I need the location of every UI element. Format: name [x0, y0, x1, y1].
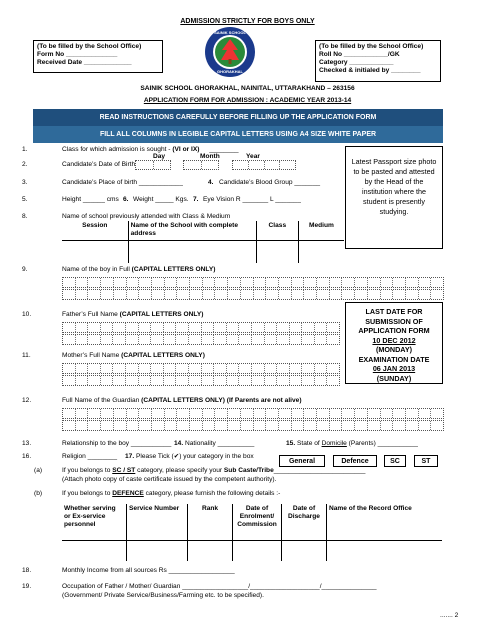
office-box-right-line1: (To be filled by the School Office) [319, 43, 424, 50]
father-name-row2[interactable] [62, 334, 340, 345]
col-serving: Whether serving or Ex-service personnel [62, 504, 127, 541]
father-name-row1[interactable] [62, 322, 340, 333]
col-rank: Rank [188, 504, 233, 541]
q5-number: 5. [22, 196, 28, 203]
school-name: SAINIK SCHOOL GHORAKHAL, NAINITAL, UTTARAKHAND – 263156 [140, 85, 355, 92]
q11-row [62, 352, 205, 360]
q12-caps-note: (CAPITAL LETTERS ONLY) (If Parents are not alive) [141, 397, 302, 404]
q10-label: Father’s Full Name [62, 311, 120, 318]
q17-label: Please Tick (✔) your category in the box [136, 453, 254, 460]
page-continuation: ....... 2 [440, 612, 459, 619]
qa-text2: category, please specify your [135, 467, 224, 474]
exam-date-day: (SUNDAY) [376, 373, 412, 383]
q4-number: 4. [208, 179, 214, 186]
col-session: Session [62, 221, 128, 241]
dob-day-header: Day [153, 153, 166, 160]
q3-number: 3. [22, 179, 28, 186]
table-row[interactable] [62, 241, 344, 264]
q10-row [62, 311, 203, 319]
q1-label: Class for which admission is sought - [62, 146, 173, 153]
domicile-field[interactable] [297, 440, 418, 448]
q9-caps-note: (CAPITAL LETTERS ONLY) [131, 266, 216, 273]
school-logo [204, 26, 256, 78]
last-date-day: (MONDAY) [375, 345, 413, 354]
exam-date-value: 06 JAN 2013 [372, 364, 416, 373]
office-box-left [33, 40, 163, 73]
category-st-box[interactable]: ST [414, 455, 438, 467]
q14-number: 14. [174, 440, 184, 447]
mother-name-row1[interactable] [62, 363, 340, 374]
qb-label: (b) [34, 490, 43, 497]
qb-defence: DEFENCE [112, 490, 144, 497]
q2-number: 2. [22, 161, 28, 168]
boy-name-row2[interactable] [62, 289, 444, 300]
dob-day-boxes[interactable] [135, 160, 171, 170]
received-date-field[interactable]: Received Date _____________ [37, 59, 132, 66]
q9-label: Name of the boy in Full [62, 266, 132, 273]
q9-number: 9. [22, 266, 28, 273]
category-sc-box[interactable]: SC [384, 455, 406, 467]
col-service-number: Service Number [127, 504, 188, 541]
q12-row [62, 397, 302, 405]
last-date-line1: LAST DATE FOR [365, 307, 423, 316]
q10-caps-note: (CAPITAL LETTERS ONLY) [119, 311, 204, 318]
col-class: Class [256, 221, 298, 241]
blood-group-field[interactable]: Candidate’s Blood Group _______ [219, 179, 321, 186]
q15-label: State of [297, 440, 322, 447]
q2-label: Candidate’s Date of Birth [62, 161, 136, 168]
last-date-box [345, 302, 443, 384]
place-of-birth-field[interactable]: Candidate’s Place of birth ____________ [62, 179, 183, 186]
logo-text-top: SAINIK SCHOOL [214, 30, 246, 35]
defence-table [62, 504, 442, 561]
q19-note: (Government/ Private Service/Business/Farming etc. to be specified). [62, 592, 264, 599]
q15-domicile-word: Domicile [321, 440, 347, 447]
dob-year-boxes[interactable] [232, 160, 296, 170]
qa-text: If you belongs to [62, 467, 113, 474]
q11-number: 11. [22, 352, 31, 359]
height-field[interactable]: Height ______ cms [62, 196, 119, 203]
q1-number: 1. [22, 146, 28, 153]
qa-note: (Attach photo copy of caste certificate issued by the competent authority). [62, 476, 277, 483]
q1-options: (VI or IX) [172, 146, 200, 153]
photo-box[interactable]: Latest Passport size photo to be pasted and attested by the Head of the institution where the student is presently studying. [345, 146, 443, 249]
category-defence-box[interactable]: Defence [333, 455, 377, 467]
form-title: APPLICATION FORM FOR ADMISSION : ACADEMIC YEAR 2013-14 [143, 97, 352, 104]
q1-class-input[interactable]: ________ [209, 146, 239, 153]
mother-name-row2[interactable] [62, 375, 340, 386]
nationality-field[interactable]: Nationality __________ [185, 440, 255, 447]
logo-text-bottom: GHORAKHAL [217, 69, 243, 74]
category-field[interactable]: Category ____________ [319, 59, 394, 66]
form-no-field[interactable]: Form No ______________ [37, 51, 118, 58]
header-title: ADMISSION STRICTLY FOR BOYS ONLY [180, 18, 315, 25]
qa-row [62, 467, 365, 475]
col-discharge: Date of Discharge [282, 504, 327, 541]
exam-date-label: EXAMINATION DATE [358, 354, 430, 364]
q19-number: 19. [22, 583, 32, 590]
qa-label: (a) [34, 467, 43, 474]
office-box-left-line1: (To be filled by the School Office) [37, 43, 142, 50]
boy-name-row1[interactable] [62, 277, 444, 288]
q7-number: 7. [193, 196, 199, 203]
religion-field[interactable]: Religion ________ [62, 453, 117, 460]
relationship-field[interactable]: Relationship to the boy ___________ [62, 440, 172, 447]
q16-number: 16. [22, 453, 32, 460]
occupation-field[interactable]: Occupation of Father / Mother/ Guardian __________________/___________________/_______________ [62, 583, 377, 590]
col-record-office: Name of the Record Office [327, 504, 443, 541]
qb-text: If you belongs to [62, 490, 113, 497]
sub-caste-field[interactable]: _________________________ [273, 467, 366, 474]
monthly-income-field[interactable]: Monthly Income from all sources Rs __________________ [62, 567, 235, 574]
office-box-right [315, 40, 441, 82]
category-general-box[interactable]: General [279, 455, 325, 467]
q10-number: 10. [22, 311, 32, 318]
q15-number: 15. [286, 440, 296, 447]
q12-number: 12. [22, 397, 32, 404]
col-school-name: Name of the School with complete address [128, 221, 256, 241]
guardian-name-row2[interactable] [62, 420, 444, 431]
q13-number: 13. [22, 440, 32, 447]
last-date-line3: APPLICATION FORM [358, 326, 430, 335]
previous-school-table [62, 221, 344, 263]
instruction-banner-1: READ INSTRUCTIONS CAREFULLY BEFORE FILLING UP THE APPLICATION FORM [33, 109, 443, 126]
checked-by-field[interactable]: Checked & initialed by ________ [319, 67, 421, 74]
dob-year-header: Year [246, 153, 260, 160]
qa-subcaste: Sub Caste/Tribe [223, 467, 274, 474]
guardian-name-row1[interactable] [62, 408, 444, 419]
roll-no-field[interactable]: Roll No ____________/GK [319, 51, 400, 58]
q8-number: 8. [22, 213, 28, 220]
qb-row [62, 490, 280, 498]
qa-scst: SC / ST [112, 467, 136, 474]
q17-number: 17. [125, 453, 135, 460]
instruction-banner-2: FILL ALL COLUMNS IN LEGIBLE CAPITAL LETTERS USING A4 SIZE WHITE PAPER [33, 126, 443, 143]
q11-caps-note: (CAPITAL LETTERS ONLY) [121, 352, 205, 359]
last-date-line2: SUBMISSION OF [365, 316, 423, 326]
dob-month-boxes[interactable] [183, 160, 219, 170]
q11-label: Mother’s Full Name [62, 352, 122, 359]
dob-month-header: Month [200, 153, 220, 160]
eye-vision-field[interactable]: Eye Vision R _______ L _______ [203, 196, 301, 203]
q6-number: 6. [123, 196, 129, 203]
table-row[interactable] [62, 541, 442, 562]
weight-field[interactable]: Weight _____ Kgs. [133, 196, 189, 203]
q15-blank: (Parents) ___________ [346, 440, 418, 447]
col-enrolment: Date of Enrolment/ Commission [233, 504, 282, 541]
qb-text2: category, please furnish the following details :- [143, 490, 281, 497]
q18-number: 18. [22, 567, 32, 574]
col-medium: Medium [298, 221, 344, 241]
q9-row [62, 266, 215, 274]
q12-label: Full Name of the Guardian [62, 397, 142, 404]
q8-label: Name of school previously attended with Class & Medium [62, 213, 231, 220]
last-date-value: 10 DEC 2012 [372, 335, 416, 345]
